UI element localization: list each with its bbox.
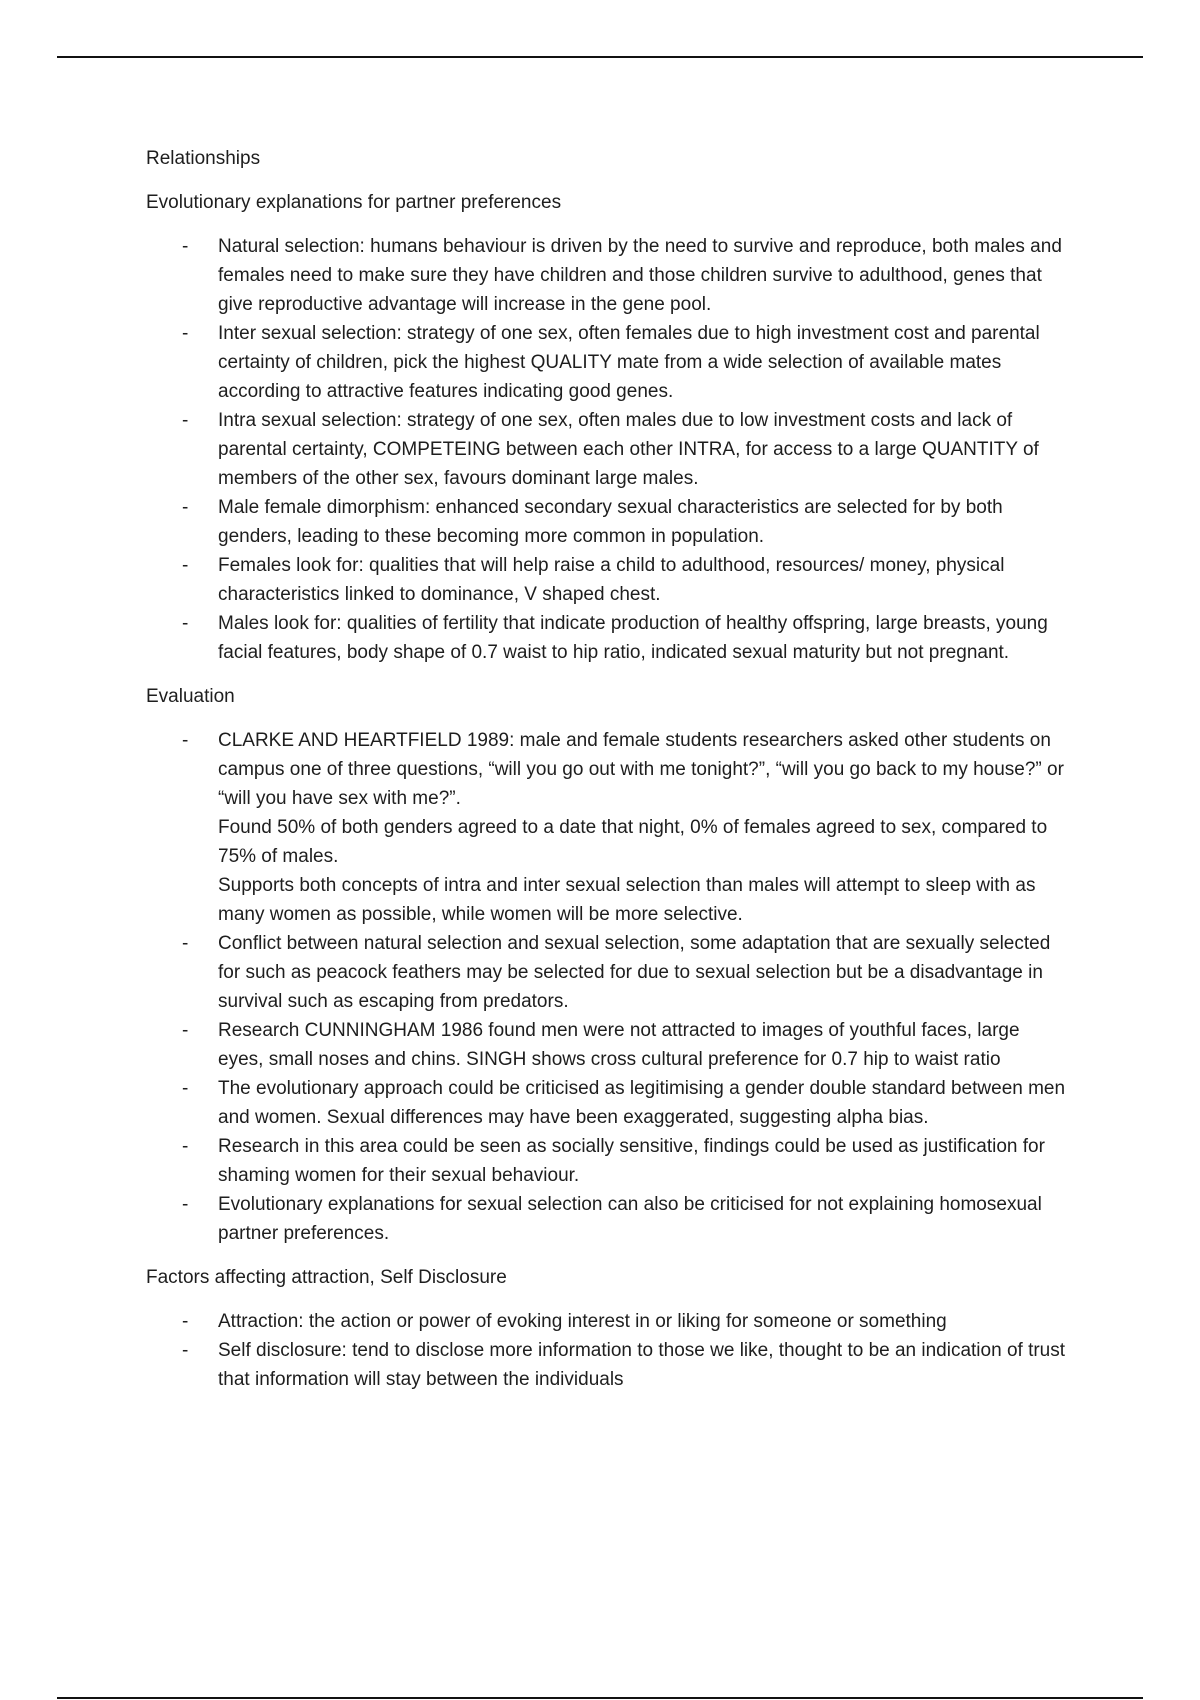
evolutionary-list — [146, 232, 1066, 667]
bullet-dash: - — [182, 323, 189, 344]
header-rule — [57, 56, 1143, 58]
bullet-dash: - — [182, 1136, 189, 1157]
bullet-dash: - — [182, 410, 189, 431]
list-item-text: The evolutionary approach could be criticised as legitimising a gender double standard between men and women. Sexual differences may have been exaggerated, suggesting alpha bias. — [218, 1078, 1066, 1128]
bullet-dash: - — [182, 1311, 189, 1332]
section-heading-evaluation: Evaluation — [146, 686, 235, 707]
list-item — [146, 493, 1066, 551]
list-item — [146, 929, 1066, 1016]
list-item-text: Intra sexual selection: strategy of one sex, often males due to low investment costs and lack of parental certainty, COMPETEING between each other INTRA, for access to a large QUANTITY of members of the other sex, favours dominant large males. — [218, 410, 1039, 489]
page-title: Relationships — [146, 148, 261, 169]
list-item — [146, 609, 1066, 667]
clarke-study-text: CLARKE AND HEARTFIELD 1989: male and female students researchers asked other students on campus one of three questions, “will you go out with me tonight?”, “will you go back to my house?” or “will you have sex with me?”. — [218, 730, 1064, 809]
list-item-text: Males look for: qualities of fertility that indicate production of healthy offspring, large breasts, young facial features, body shape of 0.7 waist to hip ratio, indicated sexual maturity but not pregnant. — [218, 613, 1048, 663]
list-item — [146, 1190, 1066, 1248]
list-item-text: Self disclosure: tend to disclose more information to those we like, thought to be an indication of trust that information will stay between the individuals — [218, 1340, 1066, 1390]
document-body — [146, 144, 1066, 1409]
section-heading-attraction: Factors affecting attraction, Self Disclosure — [146, 1267, 507, 1288]
bullet-dash: - — [182, 236, 189, 257]
list-item-text: Natural selection: humans behaviour is driven by the need to survive and reproduce, both males and females need to make sure they have children and those children survive to adulthood, genes that give reproductive advantage will increase in the gene pool. — [218, 236, 1062, 315]
list-item — [146, 1132, 1066, 1190]
section-heading-evolutionary: Evolutionary explanations for partner preferences — [146, 192, 562, 213]
bullet-dash: - — [182, 555, 189, 576]
bullet-dash: - — [182, 1078, 189, 1099]
bullet-dash: - — [182, 1020, 189, 1041]
list-item-text: Research in this area could be seen as socially sensitive, findings could be used as justification for shaming women for their sexual behaviour. — [218, 1136, 1045, 1186]
attraction-list — [146, 1307, 1066, 1394]
bullet-dash: - — [182, 1340, 189, 1361]
bullet-dash: - — [182, 497, 189, 518]
list-item-text: Evolutionary explanations for sexual selection can also be criticised for not explaining homosexual partner preferences. — [218, 1194, 1042, 1244]
evaluation-list — [146, 726, 1066, 1248]
clarke-support-text: Supports both concepts of intra and inter sexual selection than males will attempt to sleep with as many women as possible, while women will be more selective. — [218, 875, 1036, 925]
list-item — [146, 551, 1066, 609]
clarke-findings-text: Found 50% of both genders agreed to a date that night, 0% of females agreed to sex, compared to 75% of males. — [218, 817, 1048, 867]
bullet-dash: - — [182, 613, 189, 634]
bullet-dash: - — [182, 1194, 189, 1215]
list-item-text: Male female dimorphism: enhanced secondary sexual characteristics are selected for by both genders, leading to these becoming more common in population. — [218, 497, 1003, 547]
list-item — [146, 1074, 1066, 1132]
list-item — [146, 1016, 1066, 1074]
bullet-dash: - — [182, 933, 189, 954]
bullet-dash: - — [182, 730, 189, 751]
list-item — [146, 319, 1066, 406]
list-item-text: Inter sexual selection: strategy of one sex, often females due to high investment cost and parental certainty of children, pick the highest QUALITY mate from a wide selection of available mates according to attractive features indicating good genes. — [218, 323, 1040, 402]
list-item — [146, 1336, 1066, 1394]
list-item-text: Females look for: qualities that will help raise a child to adulthood, resources/ money, physical characteristics linked to dominance, V shaped chest. — [218, 555, 1005, 605]
list-item-text: Research CUNNINGHAM 1986 found men were not attracted to images of youthful faces, large eyes, small noses and chins. SINGH shows cross cultural preference for 0.7 hip to waist ratio — [218, 1020, 1020, 1070]
list-item — [146, 1307, 1066, 1336]
list-item-clarke — [146, 726, 1066, 929]
list-item-text: Conflict between natural selection and sexual selection, some adaptation that are sexually selected for such as peacock feathers may be selected for due to sexual selection but be a disadvantage in survival such as escaping from predators. — [218, 933, 1051, 1012]
footer-rule — [57, 1697, 1143, 1699]
list-item-text: Attraction: the action or power of evoking interest in or liking for someone or something — [218, 1311, 947, 1332]
list-item — [146, 232, 1066, 319]
list-item — [146, 406, 1066, 493]
